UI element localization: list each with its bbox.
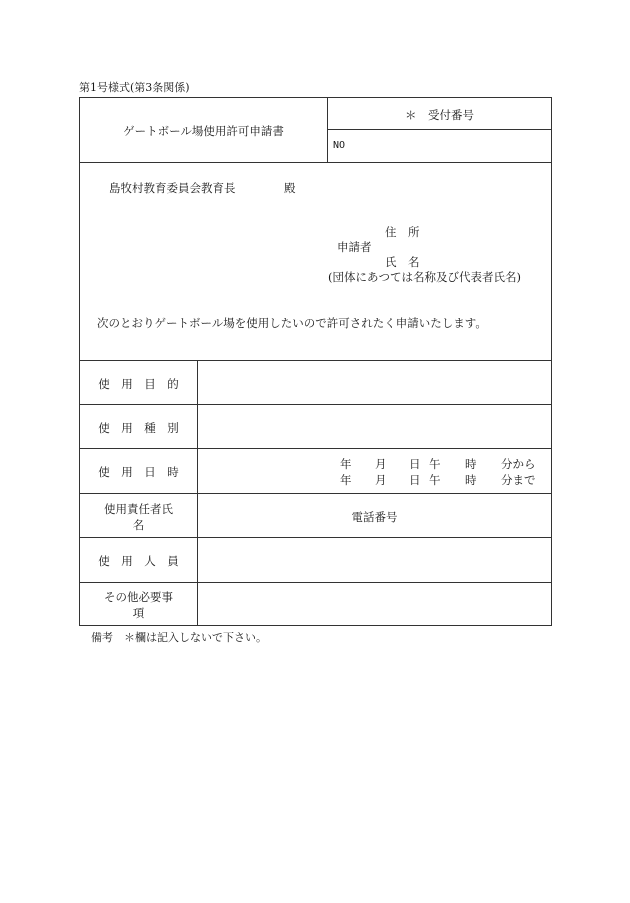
form-caption: 第1号様式(第3条関係) — [79, 81, 190, 94]
name-label: 氏 名 — [385, 255, 420, 269]
row-rule — [80, 582, 552, 583]
row-label-members: 使 用 人 員 — [98, 554, 179, 568]
year-unit: 年 — [340, 457, 352, 471]
remarks-note: 備考 ＊欄は記入しないで下さい。 — [91, 631, 267, 644]
group-note: (団体にあつては名称及び代表者氏名) — [328, 270, 521, 284]
from-suffix: 分から — [501, 457, 536, 471]
year-unit: 年 — [340, 473, 352, 487]
header-bottom-rule — [80, 162, 552, 163]
row-label-datetime: 使 用 日 時 — [98, 465, 179, 479]
applicant-label: 申請者 — [337, 240, 372, 254]
phone-number-label: 電話番号 — [351, 510, 398, 524]
ampm-unit: 午 — [429, 457, 441, 471]
row-rule — [80, 448, 552, 449]
until-suffix: 分まで — [501, 473, 536, 487]
addressee-honorific: 殿 — [284, 181, 296, 195]
receipt-number-header: ＊ 受付番号 — [405, 108, 474, 122]
application-form-table — [79, 97, 552, 626]
row-label-manager-line1: 使用責任者氏 — [104, 502, 173, 516]
receipt-no-label: NO — [333, 140, 346, 151]
addressee-name: 島牧村教育委員会教育長 — [109, 181, 236, 195]
row-rule — [80, 493, 552, 494]
applicant-bottom-rule — [80, 360, 552, 361]
month-unit: 月 — [375, 457, 387, 471]
month-unit: 月 — [375, 473, 387, 487]
receipt-divider — [327, 129, 552, 130]
row-label-manager-line2: 名 — [132, 518, 145, 532]
day-unit: 日 — [409, 473, 421, 487]
hour-unit: 時 — [465, 457, 477, 471]
form-title: ゲートボール場使用許可申請書 — [123, 124, 284, 138]
day-unit: 日 — [409, 457, 421, 471]
request-statement: 次のとおりゲートボール場を使用したいので許可されたく申請いたします。 — [97, 316, 487, 330]
row-label-purpose: 使 用 目 的 — [98, 377, 179, 391]
row-label-type: 使 用 種 別 — [98, 421, 179, 435]
row-label-other-line1: その他必要事 — [104, 590, 173, 604]
ampm-unit: 午 — [429, 473, 441, 487]
address-label: 住 所 — [385, 225, 420, 239]
row-rule — [80, 537, 552, 538]
row-rule — [80, 404, 552, 405]
row-label-other-line2: 項 — [132, 606, 145, 620]
hour-unit: 時 — [465, 473, 477, 487]
